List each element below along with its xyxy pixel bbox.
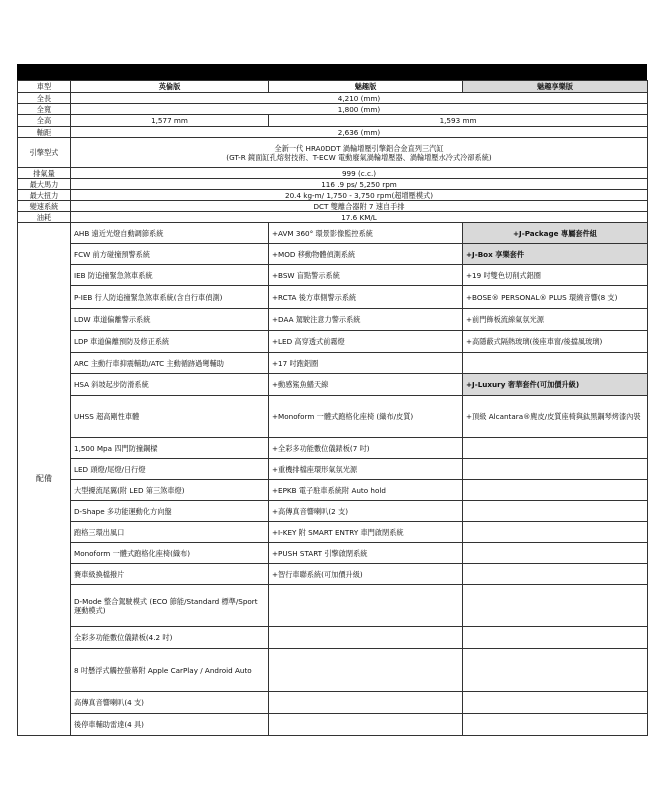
equip-charm: +PUSH START 引擎啟閉系統 [269,543,463,564]
power-value: 116 .9 ps/ 5,250 rpm [71,179,648,190]
equip-base: LED 頭燈/尾燈/日行燈 [71,459,269,480]
equip-base: HSA 斜坡起步防滑系統 [71,374,269,396]
spec-row-displacement [18,168,648,179]
equip-row [18,438,648,459]
equip-enjoy [463,714,648,736]
displacement-value: 999 (c.c.) [71,168,648,179]
trim-charm: 魅趣版 [269,81,463,93]
equip-base: 賽車級換檔撥片 [71,564,269,585]
spec-row-torque [18,190,648,201]
equip-enjoy [463,501,648,522]
equip-row [18,564,648,585]
equip-enjoy: +頂級 Alcantara®麂皮/皮質座椅與鈦黑鋼琴烤漆內裝 [463,396,648,438]
equip-charm: +Monoform 一體式跑格化座椅 (織布/皮質) [269,396,463,438]
trim-charm-enjoy: 魅趣享樂版 [463,81,648,93]
equip-row [18,396,648,438]
equip-base: FCW 前方碰撞預警系統 [71,244,269,265]
length-label: 全長 [18,93,71,104]
torque-label: 最大扭力 [18,190,71,201]
equip-row [18,265,648,286]
equip-base: 大型擾流尾翼(附 LED 第三煞車燈) [71,480,269,501]
equip-enjoy [463,480,648,501]
equip-row [18,692,648,714]
equip-charm: +DAA 駕駛注意力警示系統 [269,309,463,331]
torque-value: 20.4 kg-m/ 1,750 - 3,750 rpm(超增壓模式) [71,190,648,201]
width-value: 1,800 (mm) [71,104,648,115]
equip-enjoy [463,353,648,374]
height-label: 全高 [18,115,71,127]
equip-base: D-Shape 多功能運動化方向盤 [71,501,269,522]
equip-charm [269,627,463,649]
equip-enjoy: +前門飾板流線氣氛光源 [463,309,648,331]
engine-line-2: (GT-R 鏡面缸孔熔射技術、T-ECW 電動廢氣渦輪增壓器、渦輪增壓水冷式冷卻系統) [226,152,492,162]
equip-enjoy [463,585,648,627]
equip-base: 後停車輔助雷達(4 具) [71,714,269,736]
equip-enjoy: +J-Package 專屬套件組 [463,223,648,244]
equip-charm [269,692,463,714]
length-value: 4,210 (mm) [71,93,648,104]
equip-charm: +RCTA 後方車側警示系統 [269,286,463,309]
spec-row-length [18,93,648,104]
equip-charm [269,585,463,627]
equip-charm: +高傳真音響喇叭(2 支) [269,501,463,522]
equip-base: P-IEB 行人防追撞緊急煞車系統(含自行車偵測) [71,286,269,309]
equip-base: IEB 防追撞緊急煞車系統 [71,265,269,286]
spec-row-engine [18,138,648,168]
spec-row-width [18,104,648,115]
equip-row [18,543,648,564]
equip-enjoy [463,649,648,692]
equip-row [18,459,648,480]
equip-base: Monoform 一體式跑格化座椅(織布) [71,543,269,564]
fuel-value: 17.6 KM/L [71,212,648,223]
equip-charm: +重機排檔座環形氣氛光源 [269,459,463,480]
equip-charm: +動感鯊魚鰭天線 [269,374,463,396]
width-label: 全寬 [18,104,71,115]
header-label: 車型 [18,81,71,93]
equip-row [18,522,648,543]
equip-enjoy: +19 吋雙色切削式鋁圈 [463,265,648,286]
equip-base: 跑格三環出風口 [71,522,269,543]
equip-enjoy: +J-Box 享樂套件 [463,244,648,265]
spec-table [17,80,648,736]
equip-row [18,649,648,692]
top-black-bar [17,64,647,80]
equip-base: LDW 車道偏離警示系統 [71,309,269,331]
equip-charm: +MOD 移動物體偵測系統 [269,244,463,265]
wheelbase-value: 2,636 (mm) [71,127,648,138]
equip-enjoy [463,627,648,649]
equip-enjoy [463,692,648,714]
equip-charm: +智行車聯系統(可加價升級) [269,564,463,585]
fuel-label: 油耗 [18,212,71,223]
engine-label: 引擎型式 [18,138,71,168]
equip-row [18,223,648,244]
equip-row [18,353,648,374]
equip-enjoy [463,438,648,459]
header-row [18,81,648,93]
equipment-label: 配備 [18,223,71,736]
equip-charm: +I-KEY 附 SMART ENTRY 車門啟閉系統 [269,522,463,543]
equip-charm: +17 吋跑鋁圈 [269,353,463,374]
spec-row-wheelbase [18,127,648,138]
equip-base: AHB 遠近光燈自動調節系統 [71,223,269,244]
transmission-value: DCT 雙離合器附 7 速自手排 [71,201,648,212]
spec-row-height [18,115,648,127]
equip-base: LDP 車道偏離預防及修正系統 [71,331,269,353]
equip-base: 高傳真音響喇叭(4 支) [71,692,269,714]
equip-enjoy [463,543,648,564]
equip-row [18,627,648,649]
equip-enjoy [463,522,648,543]
equip-row [18,244,648,265]
trim-british: 英倫版 [71,81,269,93]
engine-line-1: 全新一代 HRA0DDT 渦輪增壓引擎鋁合金直列三汽缸 [274,143,444,153]
spec-row-transmission [18,201,648,212]
equip-row [18,309,648,331]
spec-row-fuel [18,212,648,223]
displacement-label: 排氣量 [18,168,71,179]
wheelbase-label: 軸距 [18,127,71,138]
equip-base: ARC 主動行車抑震輔助/ATC 主動循跡過彎輔助 [71,353,269,374]
transmission-label: 變速系統 [18,201,71,212]
equip-row [18,501,648,522]
equip-charm: +EPKB 電子駐車系統附 Auto hold [269,480,463,501]
equip-row [18,286,648,309]
equip-charm: +LED 高穿透式前霧燈 [269,331,463,353]
equip-row [18,714,648,736]
engine-value [71,138,648,168]
equip-charm: +AVM 360° 環景影像監控系統 [269,223,463,244]
equip-base: UHSS 超高剛性車體 [71,396,269,438]
equip-row [18,374,648,396]
equip-charm [269,649,463,692]
equip-base: D-Mode 整合駕駛模式 (ECO 節能/Standard 標準/Sport 運動模式) [71,585,269,627]
equip-base: 8 吋懸浮式觸控螢幕附 Apple CarPlay / Android Auto [71,649,269,692]
equip-enjoy: +高隱蔽式隔熱玻璃(後座車窗/後擋風玻璃) [463,331,648,353]
height-value-charm: 1,593 mm [269,115,648,127]
equip-row [18,480,648,501]
equip-row [18,585,648,627]
equip-charm: +BSW 盲點警示系統 [269,265,463,286]
equip-charm [269,714,463,736]
equip-base: 1,500 Mpa 四門防撞鋼樑 [71,438,269,459]
equip-enjoy: +J-Luxury 奢華套件(可加價升級) [463,374,648,396]
equip-base: 全彩多功能數位儀錶板(4.2 吋) [71,627,269,649]
equip-charm: +全彩多功能數位儀錶板(7 吋) [269,438,463,459]
spec-row-power [18,179,648,190]
equip-enjoy [463,564,648,585]
equip-enjoy: +BOSE® PERSONAL® PLUS 環繞音響(8 支) [463,286,648,309]
power-label: 最大馬力 [18,179,71,190]
height-value-british: 1,577 mm [71,115,269,127]
equip-row [18,331,648,353]
equip-enjoy [463,459,648,480]
